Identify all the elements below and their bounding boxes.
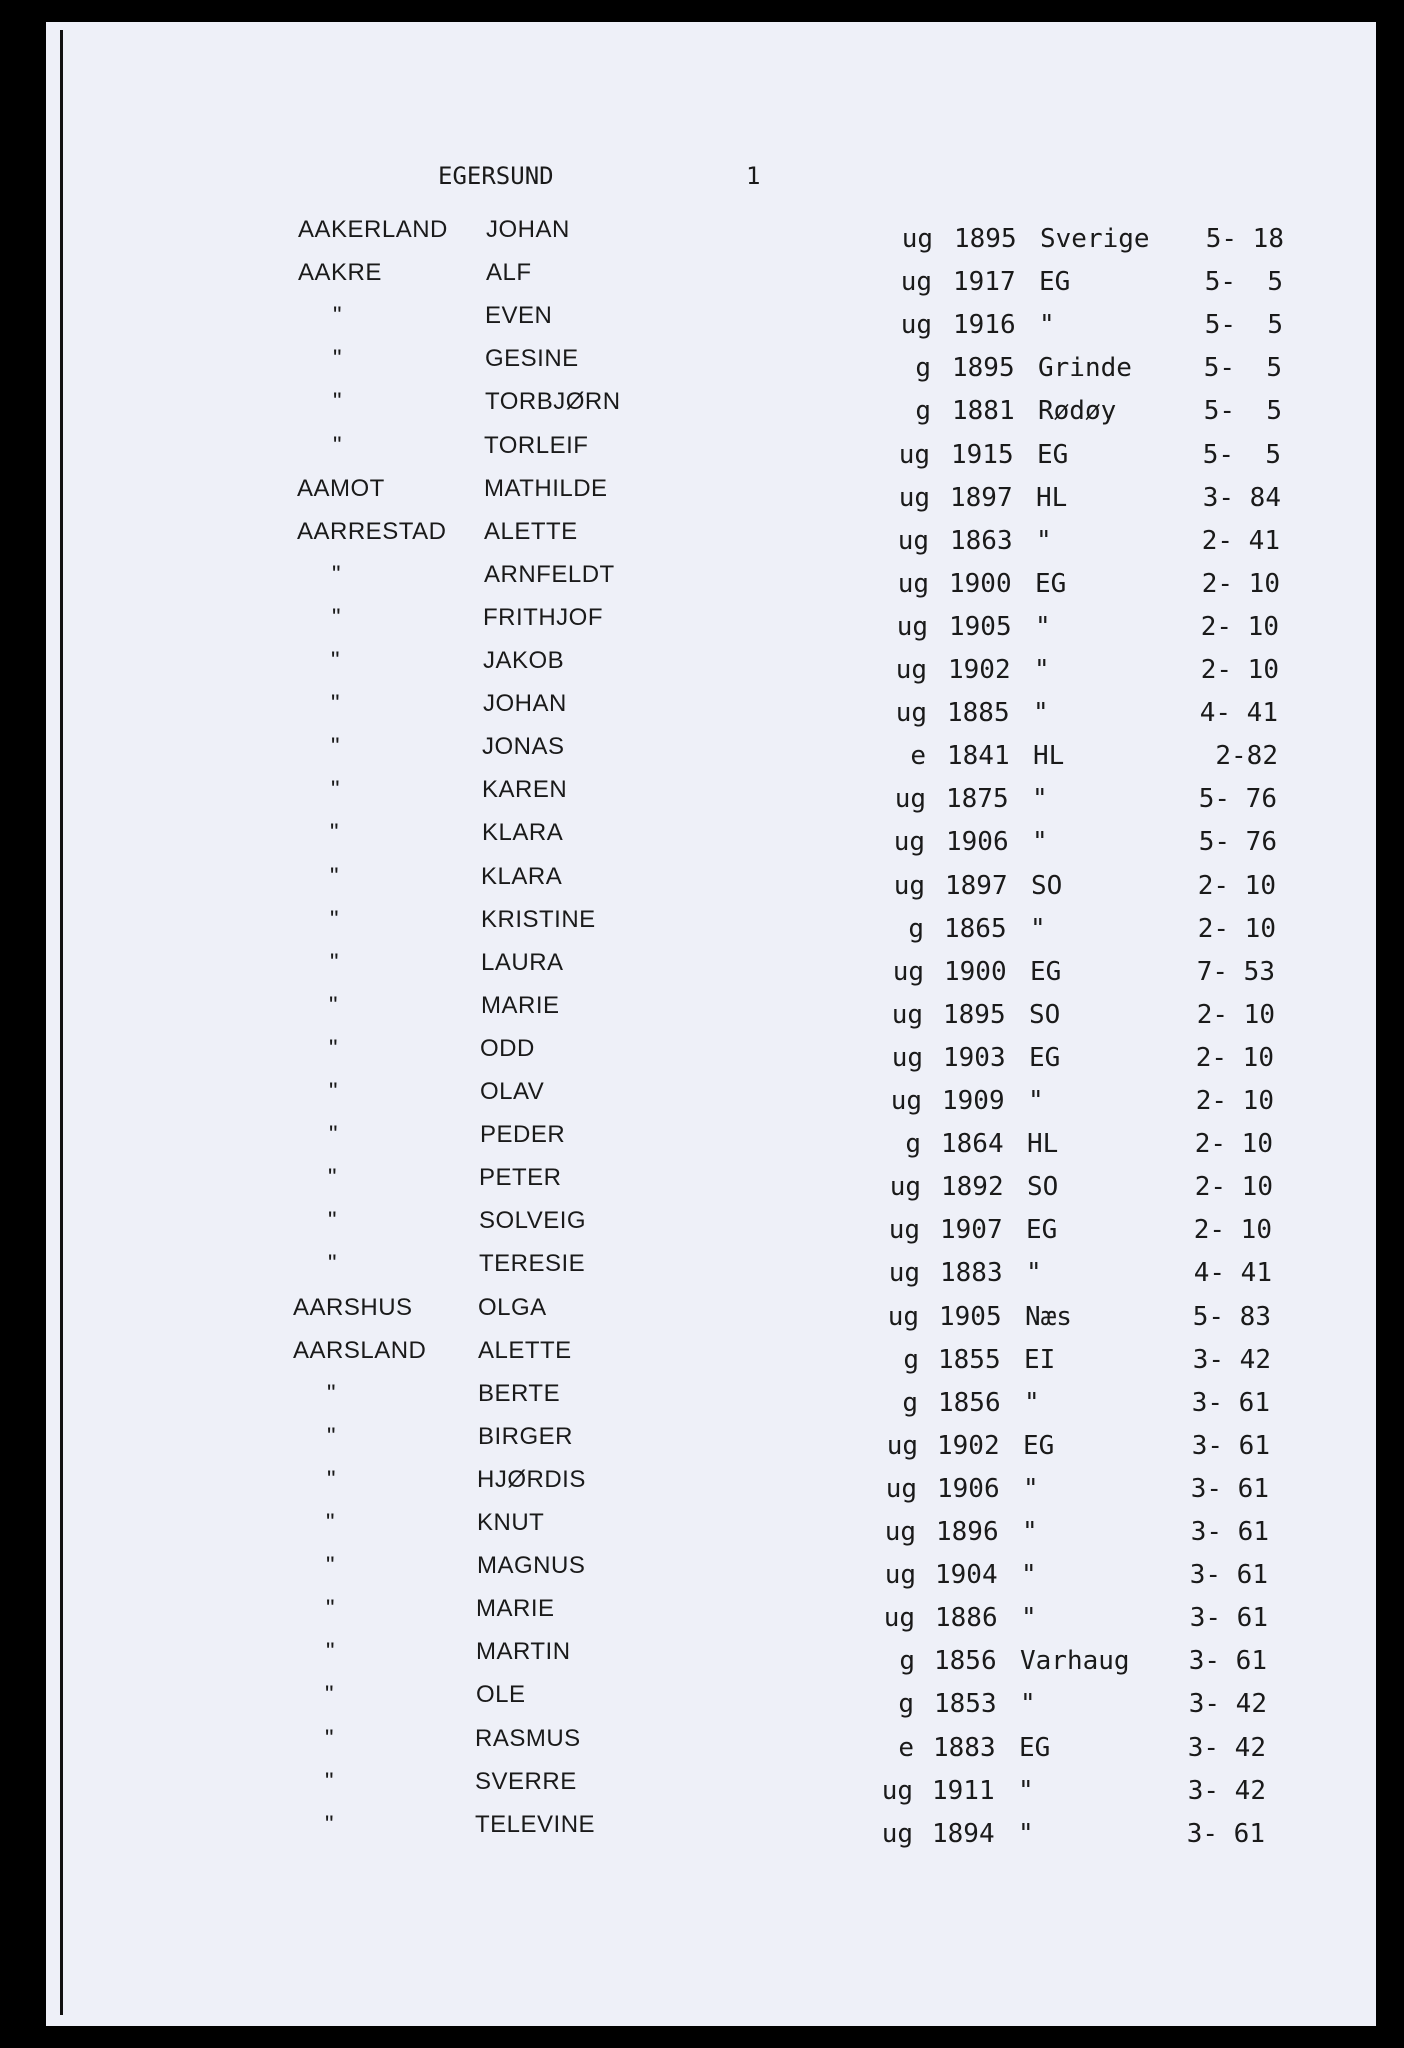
marital-status: g: [902, 1387, 918, 1418]
surname: ": [333, 302, 343, 330]
marital-status: ug: [891, 1042, 923, 1073]
surname: ": [329, 991, 339, 1019]
given-name: TORLEIF: [484, 431, 589, 459]
marital-status: ug: [895, 698, 927, 729]
surname: ": [325, 1724, 335, 1752]
birth-year: 1841: [947, 741, 1010, 772]
marital-status: ug: [884, 1560, 916, 1591]
surname: ": [328, 1207, 338, 1235]
birth-year: 1903: [943, 1042, 1006, 1073]
birth-year: 1896: [936, 1517, 999, 1547]
birth-year: 1906: [937, 1473, 1000, 1504]
birthplace: ": [1021, 1603, 1037, 1634]
reference: 3- 61: [1188, 1646, 1267, 1677]
surname: AARSHUS: [293, 1293, 413, 1321]
birthplace: EG: [1029, 1042, 1061, 1073]
reference: 2- 10: [1194, 1129, 1273, 1160]
birthplace: EG: [1035, 568, 1067, 599]
birth-year: 1875: [946, 784, 1009, 815]
given-name: SOLVEIG: [479, 1207, 587, 1235]
reference: 3- 42: [1188, 1689, 1267, 1720]
birth-year: 1895: [952, 353, 1015, 384]
reference: 3- 61: [1191, 1430, 1270, 1461]
marital-status: ug: [891, 999, 923, 1030]
birth-year: 1856: [938, 1387, 1001, 1418]
birth-year: 1855: [938, 1344, 1001, 1375]
given-name: TERESIE: [479, 1250, 586, 1278]
register-row: [0, 1466, 1404, 1506]
birthplace: ": [1026, 1258, 1042, 1289]
register-row: [0, 949, 1404, 989]
birth-year: 1902: [948, 655, 1011, 685]
birth-year: 1915: [951, 439, 1014, 470]
birthplace: EG: [1037, 439, 1069, 470]
birth-year: 1897: [945, 870, 1008, 901]
given-name: JOHAN: [486, 216, 570, 243]
birthplace: EG: [1039, 267, 1071, 298]
birthplace: ": [1018, 1818, 1034, 1849]
register-row: [0, 690, 1404, 730]
given-name: PEDER: [480, 1121, 566, 1149]
given-name: PETER: [479, 1164, 562, 1192]
given-name: ALETTE: [484, 517, 578, 545]
surname: ": [332, 560, 342, 588]
birth-year: 1892: [941, 1172, 1004, 1203]
register-row: [0, 906, 1404, 946]
register-row: [0, 1595, 1404, 1635]
reference: 2- 10: [1193, 1215, 1272, 1246]
reference: 7- 53: [1196, 956, 1275, 987]
register-row: [0, 432, 1404, 472]
register-row: [0, 863, 1404, 903]
surname: ": [327, 1465, 337, 1493]
register-row: [0, 1423, 1404, 1463]
birthplace: ": [1024, 1387, 1040, 1418]
birthplace: EG: [1023, 1430, 1055, 1461]
given-name: SVERRE: [475, 1767, 577, 1795]
marital-status: ug: [889, 1172, 921, 1203]
surname: ": [331, 733, 341, 761]
birthplace: ": [1039, 310, 1055, 341]
given-name: TORBJØRN: [485, 388, 621, 416]
birthplace: SO: [1031, 870, 1063, 901]
birthplace: ": [1035, 611, 1051, 642]
register-row: [0, 518, 1404, 558]
reference: 5- 83: [1192, 1301, 1271, 1332]
surname: ": [329, 1121, 339, 1149]
reference: 3- 61: [1186, 1818, 1265, 1849]
given-name: MAGNUS: [477, 1552, 586, 1580]
register-row: [0, 1164, 1404, 1204]
register-row: [0, 1552, 1404, 1592]
birthplace: ": [1028, 1086, 1044, 1116]
birth-year: 1902: [937, 1430, 1000, 1461]
reference: 5- 5: [1204, 310, 1283, 341]
surname: ": [329, 1034, 339, 1062]
reference: 2- 10: [1201, 568, 1280, 599]
given-name: ALETTE: [478, 1336, 572, 1364]
birthplace: ": [1020, 1689, 1036, 1720]
reference: 5- 76: [1198, 784, 1277, 815]
birth-year: 1883: [933, 1732, 996, 1763]
birthplace: HL: [1033, 741, 1065, 772]
surname: ": [325, 1767, 335, 1795]
reference: 3- 84: [1202, 482, 1281, 513]
register-row: [0, 1681, 1404, 1721]
register-row: [0, 561, 1404, 601]
birth-year: 1895: [943, 999, 1006, 1030]
given-name: OLGA: [478, 1293, 547, 1321]
register-row: [0, 475, 1404, 515]
marital-status: ug: [886, 1430, 918, 1461]
marital-status: ug: [896, 611, 928, 642]
surname: AAKERLAND: [298, 216, 448, 243]
birth-year: 1909: [942, 1086, 1005, 1116]
birthplace: ": [1032, 827, 1048, 858]
birthplace: HL: [1036, 482, 1068, 513]
surname: ": [328, 1164, 338, 1192]
birth-year: 1865: [944, 913, 1007, 944]
birthplace: Rødøy: [1038, 396, 1117, 427]
birth-year: 1905: [949, 611, 1012, 642]
register-row: [0, 1380, 1404, 1420]
reference: 4- 41: [1193, 1258, 1272, 1289]
surname: ": [327, 1379, 337, 1407]
surname: ": [327, 1422, 337, 1450]
surname: ": [326, 1509, 336, 1536]
register-row: [0, 992, 1404, 1032]
surname: ": [330, 905, 340, 933]
reference: 2- 10: [1197, 913, 1276, 944]
reference: 3- 61: [1189, 1560, 1268, 1591]
given-name: FRITHJOF: [483, 603, 603, 631]
reference: 2- 10: [1195, 1042, 1274, 1073]
given-name: ODD: [480, 1034, 535, 1062]
surname: ": [329, 1078, 339, 1105]
given-name: JOHAN: [483, 690, 567, 718]
surname: ": [326, 1595, 336, 1623]
marital-status: g: [903, 1344, 919, 1375]
surname: ": [325, 1681, 335, 1709]
reference: 5- 5: [1202, 439, 1281, 470]
given-name: JONAS: [482, 733, 565, 761]
marital-status: ug: [893, 870, 925, 901]
register-row: [0, 1638, 1404, 1678]
marital-status: ug: [900, 310, 932, 341]
reference: 5- 5: [1203, 396, 1282, 427]
birthplace: EG: [1019, 1732, 1051, 1763]
birth-year: 1894: [932, 1818, 995, 1849]
birth-year: 1904: [935, 1560, 998, 1591]
birthplace: ": [1034, 655, 1050, 685]
marital-status: g: [905, 1129, 921, 1160]
marital-status: ug: [887, 1301, 919, 1332]
surname: ": [332, 603, 342, 631]
register-row: [0, 776, 1404, 816]
birth-year: 1883: [940, 1258, 1003, 1289]
register-row: [0, 1250, 1404, 1290]
surname: AARSLAND: [293, 1336, 427, 1364]
register-row: [0, 604, 1404, 644]
given-name: GESINE: [485, 345, 579, 373]
marital-status: ug: [900, 267, 932, 298]
marital-status: ug: [881, 1818, 913, 1849]
given-name: BERTE: [478, 1379, 561, 1407]
birthplace: EG: [1026, 1215, 1058, 1246]
given-name: RASMUS: [475, 1724, 581, 1752]
marital-status: ug: [884, 1517, 916, 1547]
register-row: [0, 1294, 1404, 1334]
reference: 2- 10: [1194, 1172, 1273, 1203]
surname: ": [331, 690, 341, 718]
birthplace: Sverige: [1040, 224, 1150, 254]
surname: ": [326, 1552, 336, 1580]
birthplace: ": [1030, 913, 1046, 944]
reference: 5- 5: [1203, 353, 1282, 384]
given-name: LAURA: [481, 948, 564, 976]
marital-status: ug: [895, 655, 927, 685]
given-name: KRISTINE: [481, 905, 596, 933]
given-name: EVEN: [485, 302, 553, 330]
birth-year: 1853: [934, 1689, 997, 1720]
marital-status: ug: [892, 956, 924, 987]
register-row: [0, 388, 1404, 428]
reference: 2- 10: [1200, 611, 1279, 642]
register-row: [0, 733, 1404, 773]
page-number: 1: [746, 162, 761, 190]
birthplace: ": [1033, 698, 1049, 729]
marital-status: g: [915, 353, 931, 384]
register-row: [0, 1078, 1404, 1118]
register-row: [0, 1035, 1404, 1075]
surname: ": [331, 647, 341, 674]
birth-year: 1905: [939, 1301, 1002, 1332]
birth-year: 1917: [953, 267, 1016, 298]
birthplace: EG: [1030, 956, 1062, 987]
surname: ": [330, 948, 340, 976]
birthplace: ": [1032, 784, 1048, 815]
given-name: KLARA: [482, 819, 564, 847]
birthplace: HL: [1027, 1129, 1059, 1160]
register-row: [0, 1509, 1404, 1549]
town-heading: EGERSUND: [438, 162, 554, 190]
register-row: [0, 819, 1404, 859]
register-row: [0, 1337, 1404, 1377]
surname: AARRESTAD: [297, 517, 447, 545]
marital-status: ug: [881, 1775, 913, 1806]
register-row: [0, 1725, 1404, 1765]
birth-year: 1916: [953, 310, 1016, 341]
surname: ": [331, 776, 341, 804]
surname: AAMOT: [297, 474, 385, 502]
reference: 2- 10: [1197, 870, 1276, 901]
marital-status: e: [910, 741, 926, 772]
marital-status: g: [915, 396, 931, 427]
given-name: HJØRDIS: [477, 1465, 586, 1493]
surname: ": [333, 388, 343, 416]
reference: 3- 42: [1187, 1732, 1266, 1763]
surname: ": [330, 819, 340, 847]
given-name: MARTIN: [476, 1638, 571, 1666]
reference: 2-82: [1215, 741, 1278, 772]
marital-status: ug: [883, 1603, 915, 1634]
birth-year: 1907: [940, 1215, 1003, 1246]
reference: 3- 42: [1187, 1775, 1266, 1806]
reference: 3- 42: [1192, 1344, 1271, 1375]
surname: ": [333, 345, 343, 373]
register-row: [0, 1768, 1404, 1808]
reference: 3- 61: [1189, 1603, 1268, 1634]
given-name: MARIE: [481, 991, 560, 1019]
birth-year: 1863: [950, 525, 1013, 556]
register-row: [0, 1121, 1404, 1161]
marital-status: ug: [901, 224, 933, 254]
marital-status: ug: [890, 1086, 922, 1116]
given-name: TELEVINE: [475, 1810, 596, 1838]
reference: 2- 41: [1201, 525, 1280, 556]
marital-status: ug: [893, 827, 925, 858]
birth-year: 1897: [950, 482, 1013, 513]
given-name: ARNFELDT: [484, 560, 615, 588]
marital-status: ug: [888, 1258, 920, 1289]
marital-status: ug: [894, 784, 926, 815]
register-row: [0, 647, 1404, 687]
reference: 5- 18: [1205, 224, 1284, 254]
register-row: [0, 216, 1404, 256]
given-name: OLAV: [480, 1078, 545, 1105]
marital-status: ug: [885, 1473, 917, 1504]
marital-status: e: [898, 1732, 914, 1763]
given-name: ALF: [486, 259, 532, 287]
birthplace: ": [1036, 525, 1052, 556]
given-name: MARIE: [476, 1595, 555, 1623]
birth-year: 1900: [944, 956, 1007, 987]
marital-status: ug: [898, 439, 930, 470]
given-name: BIRGER: [478, 1422, 574, 1450]
birth-year: 1895: [954, 224, 1017, 254]
marital-status: g: [898, 1689, 914, 1720]
birth-year: 1864: [941, 1129, 1004, 1160]
reference: 3- 61: [1190, 1517, 1269, 1547]
birthplace: ": [1022, 1517, 1038, 1547]
reference: 3- 61: [1191, 1387, 1270, 1418]
birthplace: SO: [1029, 999, 1061, 1030]
marital-status: g: [899, 1646, 915, 1677]
birthplace: ": [1018, 1775, 1034, 1806]
surname: AAKRE: [298, 259, 382, 287]
register-row: [0, 1811, 1404, 1851]
birthplace: EI: [1024, 1344, 1056, 1375]
reference: 5- 76: [1198, 827, 1277, 858]
given-name: KLARA: [481, 862, 563, 890]
register-row: [0, 1207, 1404, 1247]
marital-status: ug: [898, 482, 930, 513]
marital-status: ug: [897, 525, 929, 556]
reference: 3- 61: [1190, 1473, 1269, 1504]
surname: ": [325, 1810, 335, 1838]
birthplace: Grinde: [1038, 353, 1132, 384]
register-row: [0, 259, 1404, 299]
reference: 4- 41: [1199, 698, 1278, 729]
given-name: KAREN: [482, 776, 568, 804]
register-row: [0, 345, 1404, 385]
birth-year: 1885: [947, 698, 1010, 729]
birth-year: 1900: [949, 568, 1012, 599]
birthplace: Varhaug: [1020, 1646, 1130, 1677]
birth-year: 1886: [935, 1603, 998, 1634]
birth-year: 1911: [932, 1775, 995, 1806]
marital-status: ug: [897, 568, 929, 599]
birth-year: 1881: [952, 396, 1015, 427]
given-name: OLE: [476, 1681, 526, 1709]
marital-status: g: [908, 913, 924, 944]
birthplace: Næs: [1025, 1301, 1072, 1332]
surname: ": [333, 431, 343, 459]
birth-year: 1906: [946, 827, 1009, 858]
given-name: JAKOB: [483, 647, 565, 674]
marital-status: ug: [888, 1215, 920, 1246]
reference: 2- 10: [1196, 999, 1275, 1030]
given-name: KNUT: [477, 1509, 545, 1536]
birthplace: ": [1023, 1473, 1039, 1504]
register-row: [0, 302, 1404, 342]
reference: 5- 5: [1204, 267, 1283, 298]
reference: 2- 10: [1195, 1086, 1274, 1116]
reference: 2- 10: [1200, 655, 1279, 685]
surname: ": [328, 1250, 338, 1278]
birthplace: ": [1021, 1560, 1037, 1591]
given-name: MATHILDE: [484, 474, 608, 502]
surname: ": [330, 862, 340, 890]
birthplace: SO: [1027, 1172, 1059, 1203]
birth-year: 1856: [934, 1646, 997, 1677]
surname: ": [326, 1638, 336, 1666]
